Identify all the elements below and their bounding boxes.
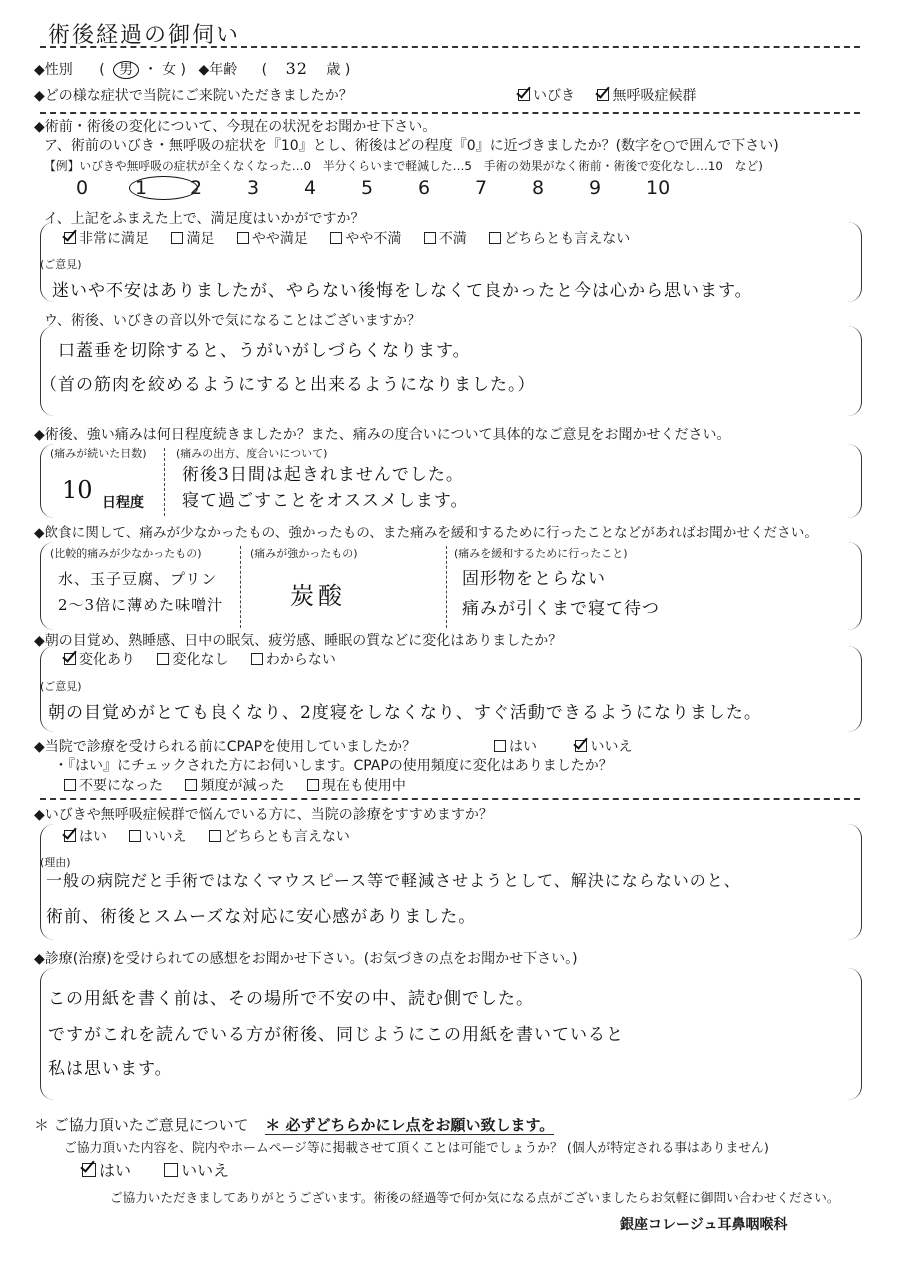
scale-7[interactable]: 7 — [475, 177, 488, 199]
q3-somewhat-satisfied-checkbox[interactable] — [237, 232, 249, 244]
q9-neutral-checkbox[interactable] — [209, 830, 221, 842]
q8-no-label: いいえ — [590, 739, 633, 755]
consent-instruction: ＊ 必ずどちらかにレ点をお願い致します。 — [265, 1116, 555, 1134]
q4-answer-2[interactable]: （首の筋肉を絞めるようにすると出来るようになりました。） — [40, 375, 536, 395]
scale-4[interactable]: 4 — [304, 177, 317, 199]
q9-reason-2[interactable]: 術前、術後とスムーズな対応に安心感がありました。 — [46, 907, 477, 927]
q6-low-label: (比較的痛みが少なかったもの) — [50, 547, 202, 560]
q7-changed-checkbox[interactable] — [64, 653, 76, 665]
scale-3[interactable]: 3 — [247, 177, 260, 199]
q2-example: 【例】いびきや無呼吸の症状が全くなくなった…0 半分くらいまで軽減した…5 手術の効果がなく術前・術後で変化なし…10 など) — [44, 159, 763, 173]
gender-separator: ・ — [143, 62, 158, 78]
thanks-text: ご協力いただきましてありがとうございます。術後の経過等で何か気になる点がございましたらお気軽に御問い合わせください。 — [110, 1190, 840, 1205]
q7-unknown-checkbox[interactable] — [251, 653, 263, 665]
q8-yes-label: はい — [509, 739, 537, 755]
q1-text: ◆どの様な症状で当院にご来院いただきましたか？ — [34, 88, 353, 104]
consent-no-checkbox[interactable] — [164, 1163, 178, 1177]
q8-less-frequent-label: 頻度が減った — [200, 778, 285, 794]
q10-line-1[interactable]: この用紙を書く前は、その場所で不安の中、読む側でした。 — [48, 989, 534, 1009]
age-unit: 歳 — [326, 62, 341, 78]
q5-days-value[interactable]: 10 — [62, 476, 93, 504]
q9-yes-checkbox[interactable] — [64, 830, 76, 842]
q8-options — [494, 738, 650, 756]
q3-options — [64, 230, 648, 248]
q7-options — [64, 651, 354, 669]
q8-no-checkbox[interactable] — [575, 740, 587, 752]
q3-opinion[interactable]: 迷いや不安はありましたが、やらない後悔をしなくて良かったと今は心から思います。 — [52, 281, 753, 301]
q1-option-apnea-checkbox[interactable] — [597, 89, 609, 101]
q10-text: ◆診療(治療)を受けられての感想をお聞かせ下さい。(お気づきの点をお聞かせ下さい。) — [34, 951, 578, 967]
q8-yes-checkbox[interactable] — [494, 740, 506, 752]
scale-6[interactable]: 6 — [418, 177, 431, 199]
title-divider — [40, 46, 860, 48]
age-value[interactable]: 32 — [285, 59, 308, 78]
q3-neutral-checkbox[interactable] — [489, 232, 501, 244]
page-title: 術後経過の御伺い — [48, 23, 241, 48]
divider-2 — [40, 798, 860, 800]
q8-sub-text: ・『はい』にチェックされた方にお伺いします。CPAPの使用頻度に変化はありましたか？ — [54, 758, 613, 774]
q8-no-longer-needed-label: 不要になった — [79, 778, 163, 794]
scale-9[interactable]: 9 — [589, 177, 602, 199]
q6-high[interactable]: 炭酸 — [290, 582, 346, 610]
scale-8[interactable]: 8 — [532, 177, 545, 199]
consent-yes-label: はい — [99, 1161, 132, 1180]
q7-opinion-label: (ご意見) — [40, 680, 82, 693]
clinic-name: 銀座コレージュ耳鼻咽喉科 — [620, 1217, 788, 1233]
q5-text: ◆術後、強い痛みは何日程度続きましたか？また、痛みの度合いについて具体的なご意見をお聞かせください。 — [34, 427, 731, 443]
q3-very-satisfied-label: 非常に満足 — [79, 231, 149, 247]
q3-somewhat-satisfied-label: やや満足 — [251, 231, 308, 247]
q4-text: ウ、術後、いびきの音以外で気になることはございますか？ — [44, 313, 421, 329]
q6-low-1[interactable]: 水、玉子豆腐、プリン — [58, 570, 218, 588]
q8-less-frequent-checkbox[interactable] — [185, 779, 197, 791]
q3-somewhat-dissatisfied-label: やや不満 — [345, 231, 402, 247]
q8-text: ◆当院で診療を受けられる前にCPAPを使用していましたか？ — [34, 739, 417, 755]
q2-a-text: ア、術前のいびき・無呼吸の症状を『10』とし、術後はどの程度『0』に近づきましたか？(数字を○で囲んで下さい) — [44, 138, 779, 154]
q7-unchanged-checkbox[interactable] — [157, 653, 169, 665]
q7-changed-label: 変化あり — [79, 652, 135, 668]
q2-scale — [76, 176, 703, 200]
q5-days-unit: 日程度 — [102, 495, 144, 511]
q1-options — [518, 87, 714, 105]
q6-high-label: (痛みが強かったもの) — [250, 547, 358, 560]
age-label: ◆年齢 — [198, 62, 238, 78]
q9-no-checkbox[interactable] — [129, 830, 141, 842]
gender-row: ◆性別 ( 男 ・ 女 ) ◆年齢 ( 32 歳 ) — [34, 59, 351, 78]
q3-dissatisfied-label: 不満 — [438, 231, 467, 247]
q1-option-snoring-checkbox[interactable] — [518, 89, 530, 101]
consent-header — [34, 1116, 554, 1134]
gender-male[interactable]: 男 — [113, 61, 139, 79]
q6-divider-2 — [446, 546, 447, 628]
q7-unknown-label: わからない — [265, 652, 336, 668]
q9-reason-1[interactable]: 一般の病院だと手術ではなくマウスピース等で軽減させようとして、解決にならないのと、 — [46, 871, 741, 890]
q7-text: ◆朝の目覚め、熟睡感、日中の眠気、疲労感、睡眠の質などに変化はありましたか？ — [34, 633, 563, 649]
q8-still-using-checkbox[interactable] — [307, 779, 319, 791]
q10-line-3[interactable]: 私は思います。 — [48, 1059, 173, 1079]
scale-5[interactable]: 5 — [361, 177, 374, 199]
gender-label: ◆性別 — [34, 62, 73, 78]
q1-option-snoring-label: いびき — [533, 88, 575, 104]
q6-text: ◆飲食に関して、痛みが少なかったもの、強かったもの、また痛みを緩和するために行ったことなどがあればお聞かせください。 — [34, 525, 818, 541]
scale-2[interactable]: 2 — [190, 177, 203, 199]
q8-still-using-label: 現在も使用中 — [321, 778, 406, 794]
q6-low-2[interactable]: 2〜3倍に薄めた味噌汁 — [58, 596, 224, 614]
q4-answer-1[interactable]: 口蓋垂を切除すると、うがいがしづらくなります。 — [58, 341, 471, 361]
q9-yes-label: はい — [79, 829, 107, 845]
q2-text: ◆術前・術後の変化について、今現在の状況をお聞かせ下さい。 — [34, 119, 437, 135]
q6-relief-2[interactable]: 痛みが引くまで寝て待つ — [462, 599, 660, 619]
q8-no-longer-needed-checkbox[interactable] — [64, 779, 76, 791]
consent-options — [82, 1162, 247, 1180]
q10-line-2[interactable]: ですがこれを読んでいる方が術後、同じようにこの用紙を書いていると — [48, 1025, 624, 1045]
q6-relief-1[interactable]: 固形物をとらない — [462, 569, 606, 589]
q3-dissatisfied-checkbox[interactable] — [424, 232, 436, 244]
q3-satisfied-label: 満足 — [186, 231, 215, 247]
q7-unchanged-label: 変化なし — [172, 652, 229, 668]
gender-female[interactable]: 女 — [162, 62, 177, 78]
q5-days-label: (痛みが続いた日数) — [50, 447, 147, 460]
divider-1 — [40, 112, 860, 114]
q9-options — [64, 828, 368, 846]
q9-no-label: いいえ — [144, 829, 187, 845]
q8-sub-options — [64, 777, 424, 795]
q3-satisfied-checkbox[interactable] — [171, 232, 183, 244]
q9-text: ◆いびきや無呼吸症候群で悩んでいる方に、当院の診療をすすめますか？ — [34, 807, 493, 823]
q3-neutral-label: どちらとも言えない — [504, 231, 631, 247]
q1-option-apnea-label: 無呼吸症候群 — [612, 88, 697, 104]
scale-10[interactable]: 10 — [646, 177, 671, 199]
q3-very-satisfied-checkbox[interactable] — [64, 232, 76, 244]
scale-1[interactable]: 1 — [133, 176, 190, 200]
consent-no-label: いいえ — [181, 1161, 230, 1180]
q9-neutral-label: どちらとも言えない — [223, 829, 350, 845]
consent-text: ご協力頂いた内容を、院内やホームページ等に掲載させて頂くことは可能でしょうか？ (個人が特定される事はありません) — [64, 1141, 769, 1156]
q6-divider-1 — [240, 546, 241, 628]
q6-relief-label: (痛みを緩和するために行ったこと) — [454, 547, 628, 560]
scale-0[interactable]: 0 — [76, 177, 89, 199]
consent-yes-checkbox[interactable] — [82, 1163, 96, 1177]
q5-detail-2[interactable]: 寝て過ごすことをオススメします。 — [182, 491, 469, 511]
q5-detail-label: (痛みの出方、度合いについて) — [176, 447, 328, 460]
consent-heading: ＊ ご協力頂いたご意見について — [34, 1116, 249, 1134]
q5-divider — [164, 448, 165, 516]
q3-opinion-label: (ご意見) — [40, 258, 82, 271]
q9-reason-label: (理由) — [40, 856, 71, 869]
q3-somewhat-dissatisfied-checkbox[interactable] — [330, 232, 342, 244]
q7-opinion[interactable]: 朝の目覚めがとても良くなり、2度寝をしなくなり、すぐ活動できるようになりました。 — [48, 703, 762, 723]
q5-detail-1[interactable]: 術後3日間は起きれませんでした。 — [182, 465, 464, 485]
q3-text: イ、上記をふまえた上で、満足度はいかがですか？ — [44, 211, 365, 227]
